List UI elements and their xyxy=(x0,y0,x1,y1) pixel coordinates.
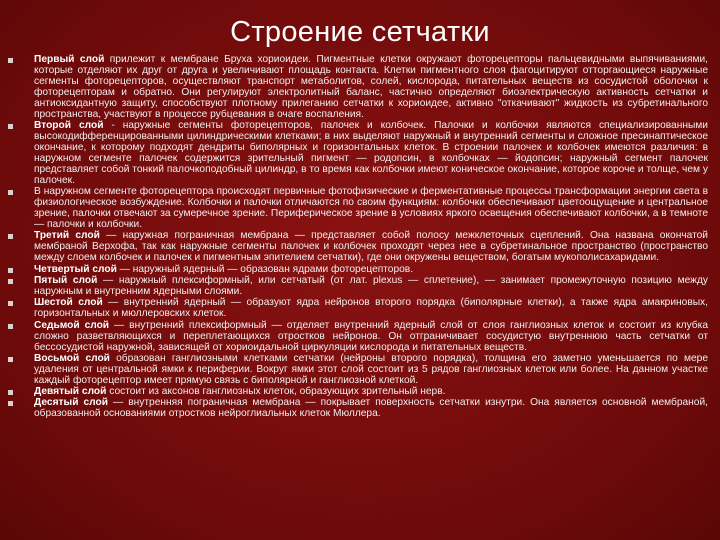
square-bullet-icon xyxy=(8,324,13,329)
item-term: Первый слой xyxy=(34,54,105,65)
item-text: — наружная пограничная мембрана — представляет собой полосу межклеточных сцеплений. Она названа окончатой мембраной Верхофа, так как наружные сегменты палочек и колбочек проходят через нее в субретинальное пространство (пространство между слоем колбочек и палочек и пигментным эпителием сетчатки), где они окружены веществом, богатым мукополисахаридами. xyxy=(34,230,708,264)
square-bullet-icon xyxy=(8,58,13,63)
item-text: — внутренний плексиформный — отделяет внутренний ядерный слой от слоя ганглиозных клеток и состоит из клубка сложно разветвляющихся и переплетающихся отростков нейронов. Он отграничивает сосудистую внутреннюю часть сетчатки от бессосудистой наружной, зависящей от хориоидальной циркуляции кислорода и питательных веществ. xyxy=(34,319,708,353)
item-term: Шестой слой xyxy=(34,297,103,309)
square-bullet-icon xyxy=(8,357,13,362)
square-bullet-icon xyxy=(8,279,13,284)
item-text: — наружный ядерный — образован ядрами фоторецепторов. xyxy=(116,263,414,275)
item-text: - наружные сегменты фоторецепторов, палочек и колбочек. Палочки и колбочки являются специализированными высокодифференцированными цилиндрическими клетками; в них выделяют наружный и внутренний сегменты и сложное пресинаптическое окончание, к которому подходят дендриты биполярных и горизонтальных клеток. В строении палочек и колбочек имеются различия: в наружном сегменте палочек содержится зрительный пигмент — родопсин, в колбочках — йодопсин; наружный сегмент палочек представляет собой тонкий палочкоподобный цилиндр, в то время как колбочки имеют коническое окончание, которое короче и толще, чем у палочек. xyxy=(34,120,708,186)
item-term: Девятый слой xyxy=(34,386,107,398)
item-term: Седьмой слой xyxy=(34,319,110,331)
list-item-layer-2 xyxy=(8,121,708,187)
item-term: Четвертый слой xyxy=(34,263,117,275)
bullet-list xyxy=(8,55,708,421)
item-text: состоит из аксонов ганглиозных клеток, образующих зрительный нерв. xyxy=(106,386,446,398)
item-text: — внутренняя пограничная мембрана — покрывает поверхность сетчатки изнутри. Она является основной мембраной, образованной основаниями отростков нейроглиальных клеток Мюллера. xyxy=(34,397,708,420)
item-term: Восьмой слой xyxy=(34,352,110,364)
item-text: прилежит к мембране Бруха хориоидеи. Пигментные клетки окружают фоторецепторы пальцевидными выпячиваниями, которые отделяют их друг от друга и увеличивают площадь контакта. Клетки пигментного слоя фагоцитируют отторгающиеся наружные сегменты фоторецепторов, осуществляют транспорт метаболитов, солей, кислорода, питательных веществ из сосудистой оболочки к фоторецепторам и обратно. Они регулируют электролитный баланс, частично определяют биоэлектрическую активность сетчатки и антиоксидантную защиту, способствуют плотному прилеганию сетчатки к хориоидее, активно "откачивают" жидкость из субретинального пространства, участвуют в процессе рубцевания в очаге воспаления. xyxy=(34,54,708,120)
square-bullet-icon xyxy=(8,124,13,129)
square-bullet-icon xyxy=(8,301,13,306)
item-term: Десятый слой xyxy=(34,397,108,409)
item-term: Пятый слой xyxy=(34,275,98,287)
slide-title: Строение сетчатки xyxy=(230,16,490,48)
list-item-layer-4 xyxy=(8,265,708,276)
item-text: — наружный плексиформный, или сетчатый (от лат. plexus — сплетение), — занимает промежуточную позицию между наружным и внутренним ядерными слоями. xyxy=(34,275,708,297)
item-text: образован ганглиозными клетками сетчатки (нейроны второго порядка), толщина его заметно уменьшается по мере удаления от центральной ямки к периферии. Вокруг ямки этот слой состоит из 5 рядов ганглиозных клеток или более. На данном участке каждый фоторецептор имеет прямую связь с биполярной и ганглиозной клеткой. xyxy=(34,352,708,386)
list-item-photoreceptor-function xyxy=(8,187,708,231)
item-text: В наружном сегменте фоторецептора происходят первичные фотофизические и ферментативные процессы трансформации энергии света в физиологическое возбуждение. Колбочки и палочки отличаются по своим функциям: колбочки обеспечивают цветоощущение и центральное зрение, палочки отвечают за сумеречное зрение. Периферическое зрение в условиях яркого освещения обеспечивают колбочки, а в темноте — палочки и колбочки. xyxy=(34,186,709,231)
list-item-layer-6 xyxy=(8,298,708,320)
list-item-layer-5 xyxy=(8,276,708,298)
square-bullet-icon xyxy=(8,401,13,406)
list-item-layer-8 xyxy=(8,354,708,387)
list-item-layer-1 xyxy=(8,55,708,121)
item-term: Второй слой xyxy=(34,120,104,132)
item-term: Третий слой xyxy=(34,230,100,242)
square-bullet-icon xyxy=(8,234,13,239)
list-item-layer-3 xyxy=(8,231,708,264)
square-bullet-icon xyxy=(8,268,13,273)
item-text: — внутренний ядерный — образуют ядра нейронов второго порядка (биполярные клетки), а также ядра амакриновых, горизонтальных и мюллеровских клеток. xyxy=(34,297,708,320)
square-bullet-icon xyxy=(8,390,13,395)
list-item-layer-10 xyxy=(8,398,708,420)
square-bullet-icon xyxy=(8,190,13,195)
list-item-layer-7 xyxy=(8,321,708,354)
